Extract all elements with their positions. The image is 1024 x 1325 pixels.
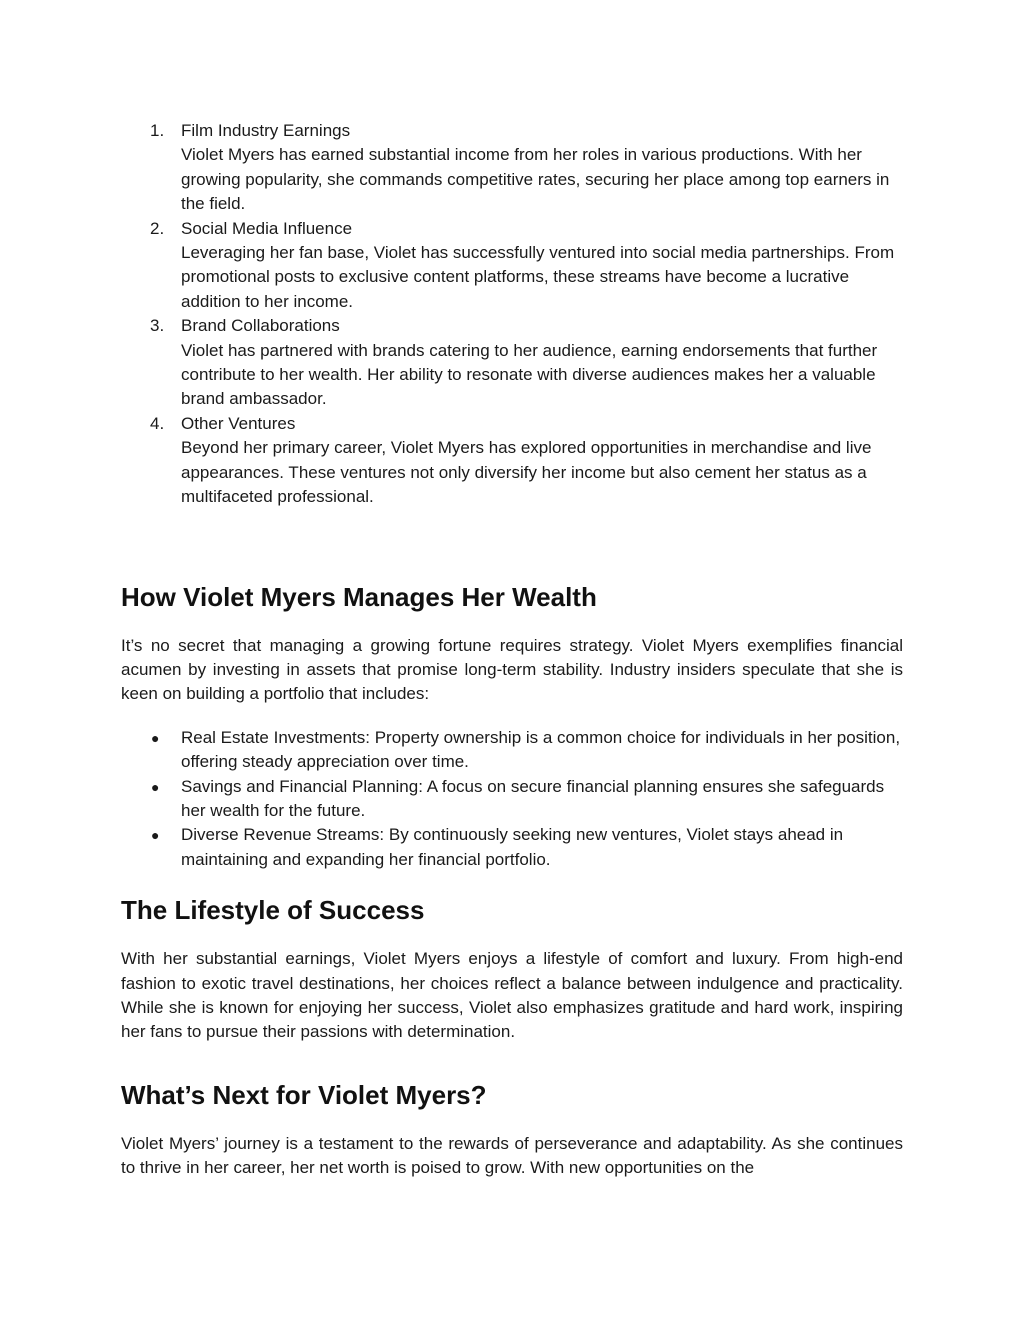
list-item-title: Other Ventures (181, 413, 296, 433)
bullet-icon: ● (151, 778, 160, 795)
list-item (121, 412, 903, 510)
list-item-body: Leveraging her fan base, Violet has successfully ventured into social media partnerships. From promotional posts to exclusive content platforms, these streams have become a lucrative addition to her income. (181, 243, 895, 311)
list-number: 1. (150, 121, 165, 140)
list-item-body: Beyond her primary career, Violet Myers has explored opportunities in merchandise and live appearances. These ventures not only diversify her income but also cement her status as a multifaceted professional. (181, 438, 872, 507)
bullet-text: Diverse Revenue Streams: By continuously seeking new ventures, Violet stays ahead in maintaining and expanding her financial portfolio. (181, 825, 844, 869)
list-number: 4. (150, 413, 165, 433)
list-item (121, 314, 903, 412)
bullet-item (121, 823, 903, 872)
bullet-item (121, 775, 903, 824)
list-item (121, 119, 903, 217)
document-page (121, 119, 903, 1181)
lifestyle-paragraph: With her substantial earnings, Violet Myers enjoys a lifestyle of comfort and luxury. From high-end fashion to exotic travel destinations, her choices reflect a balance between indulgence and practicality. While she is known for enjoying her success, Violet also emphasizes gratitude and hard work, inspiring her fans to pursue their passions with determination. (121, 949, 903, 1042)
next-paragraph: Violet Myers’ journey is a testament to the rewards of perseverance and adaptability. As she continues to thrive in her career, her net worth is poised to grow. With new opportunities on the (121, 1133, 903, 1178)
bullet-text: Real Estate Investments: Property ownership is a common choice for individuals in her position, offering steady appreciation over time. (181, 727, 901, 772)
list-item-title: Film Industry Earnings (181, 121, 351, 140)
list-item-body: Violet Myers has earned substantial income from her roles in various productions. With her growing popularity, she commands competitive rates, securing her place among top earners in the field. (181, 145, 890, 214)
list-number: 3. (150, 316, 165, 336)
list-item-title: Brand Collaborations (181, 316, 340, 336)
wealth-heading: How Violet Myers Manages Her Wealth (121, 581, 597, 612)
list-item-title: Social Media Influence (181, 218, 353, 238)
bullet-icon: ● (151, 827, 160, 844)
bullet-item (121, 726, 903, 775)
list-item (121, 217, 903, 315)
list-number: 2. (150, 218, 165, 238)
bullet-text: Savings and Financial Planning: A focus on secure financial planning ensures she safeguards her wealth for the future. (181, 776, 885, 820)
next-heading: What’s Next for Violet Myers? (121, 1079, 487, 1110)
income-sources-list (121, 119, 903, 510)
list-item-body: Violet has partnered with brands catering to her audience, earning endorsements that further contribute to her wealth. Her ability to resonate with diverse audiences makes her a valuable brand ambassador. (181, 340, 878, 409)
bullet-icon: ● (151, 729, 160, 746)
lifestyle-heading: The Lifestyle of Success (121, 895, 425, 926)
wealth-intro-paragraph: It’s no secret that managing a growing fortune requires strategy. Violet Myers exemplifies financial acumen by investing in assets that promise long-term stability. Industry insiders speculate that she is keen on building a portfolio that includes: (121, 635, 903, 704)
wealth-bullet-list (121, 726, 903, 872)
